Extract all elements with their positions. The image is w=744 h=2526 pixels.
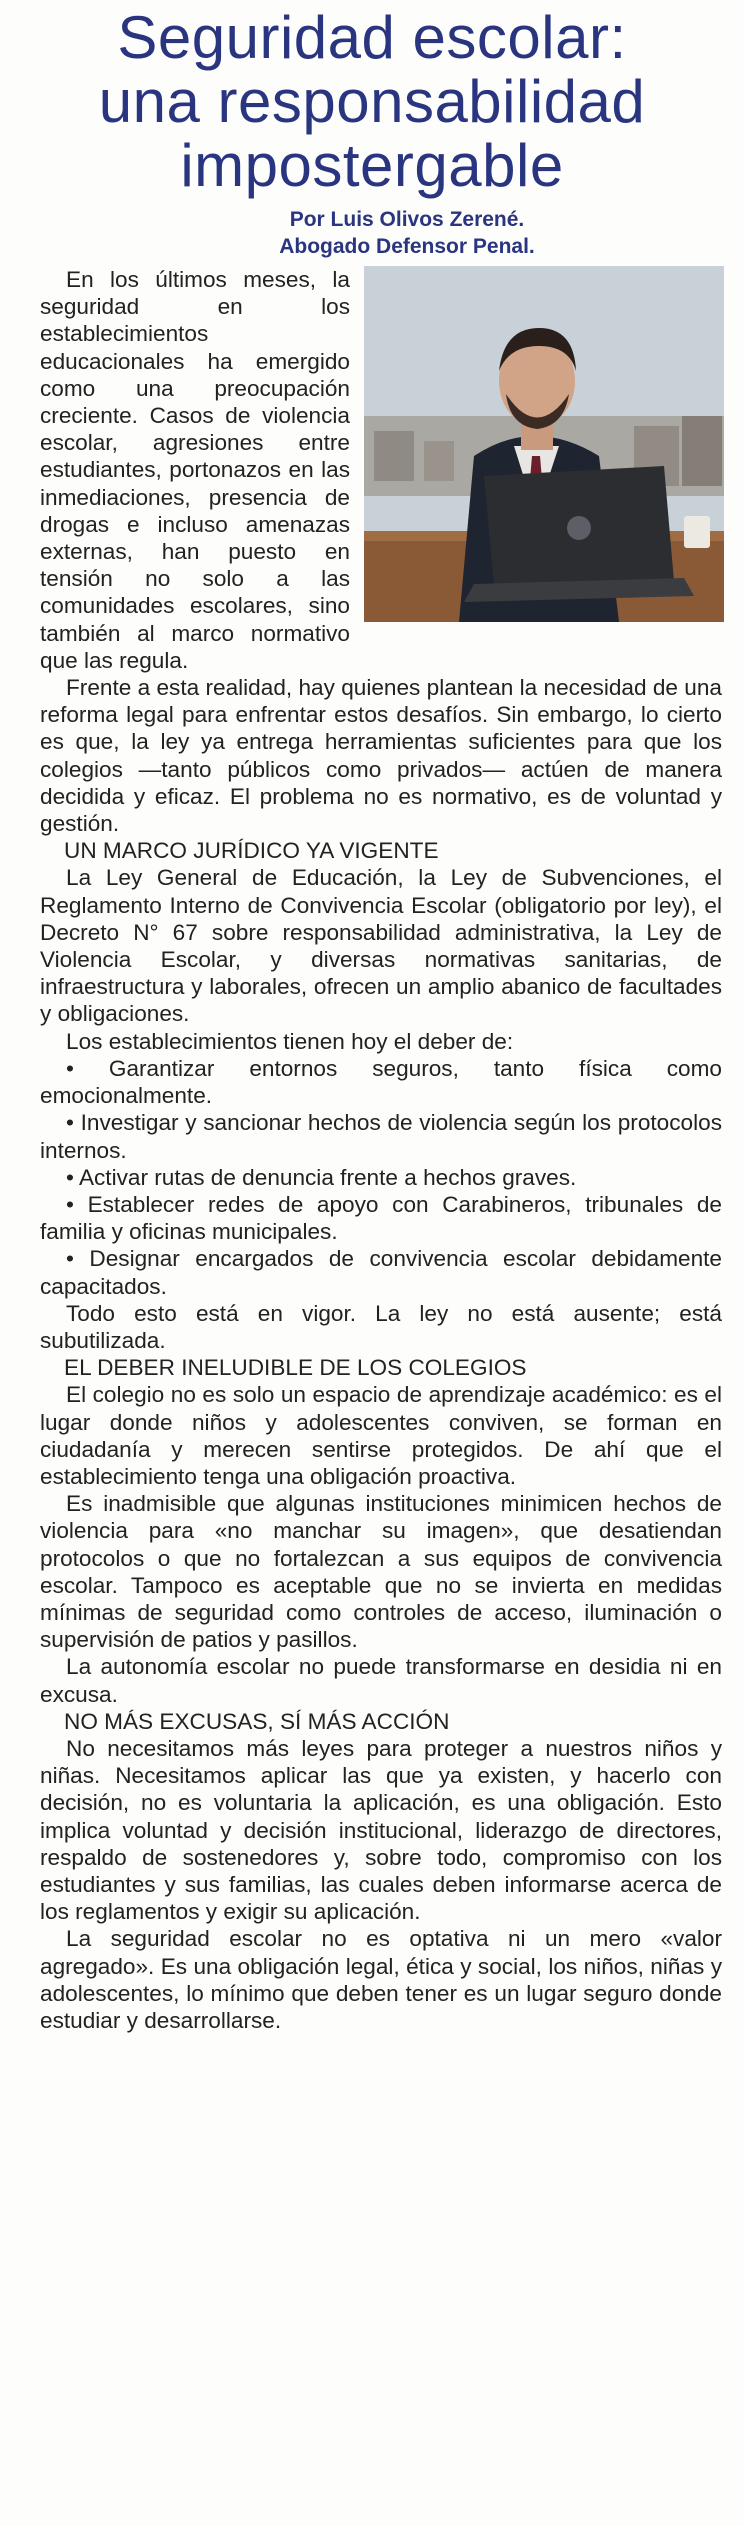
byline-author: Por Luis Olivos Zerené. — [289, 208, 525, 231]
article-body — [0, 266, 744, 2034]
paragraph-6: El colegio no es solo un espacio de aprendizaje académico: es el lugar donde niños y adolescentes conviven, se forman en ciudadanía y merecen sentirse protegidos. De ahí que el establecimiento tenga una obligación proactiva. — [40, 1382, 722, 1489]
author-portrait-photo — [364, 266, 724, 622]
bullet-item-5: • Designar encargados de convivencia escolar debidamente capacitados. — [40, 1246, 722, 1299]
paragraph-5: Todo esto está en vigor. La ley no está ausente; está subutilizada. — [40, 1300, 722, 1353]
paragraph-3: La Ley General de Educación, la Ley de Subvenciones, el Reglamento Interno de Convivencia Escolar (obligatorio por ley), el Decreto N° 67 sobre responsabilidad administrativa, la Ley de Violencia Escolar, y diversas normativas sanitarias, de infraestructura y laborales, ofrecen un amplio abanico de facultades y obligaciones. — [40, 865, 722, 1027]
bullet-item-1: • Garantizar entornos seguros, tanto física como emocionalmente. — [40, 1055, 722, 1109]
bullet-item-4: • Establecer redes de apoyo con Carabineros, tribunales de familia y oficinas municipales. — [40, 1191, 722, 1245]
headline-line-3: impostergable — [180, 132, 564, 199]
bullet-item-3: • Activar rutas de denuncia frente a hechos graves. — [66, 1164, 577, 1190]
paragraph-7: Es inadmisible que algunas instituciones minimicen hechos de violencia para «no manchar su imagen», que desatiendan protocolos o que no fortalezcan a sus equipos de convivencia escolar. Tampoco es aceptable que no se invierta en medidas mínimas de seguridad como controles de acceso, iluminación o supervisión de patios y pasillos. — [40, 1491, 722, 1653]
paragraph-10: La seguridad escolar no es optativa ni un mero «valor agregado». Es una obligación legal, ética y social, los niños, niñas y adolescentes, lo mínimo que deben tener es un lugar seguro donde estudiar y desarrollarse. — [40, 1926, 722, 2033]
portrait-illustration — [364, 266, 724, 622]
headline-line-2: una responsabilidad — [98, 68, 646, 135]
paragraph-8: La autonomía escolar no puede transformarse en desidia ni en excusa. — [40, 1654, 722, 1707]
paragraph-1: En los últimos meses, la seguridad en los establecimientos educacionales ha emergido como una preocupación creciente. Casos de violencia escolar, agresiones entre estudiantes, portonazos en las inmediaciones, presencia de drogas e incluso amenazas externas, han puesto en tensión no solo a las comunidades escolares, sino también al marco normativo que las regula. — [40, 267, 350, 673]
section-heading-3: NO MÁS EXCUSAS, SÍ MÁS ACCIÓN — [64, 1708, 450, 1734]
bullet-item-2: • Investigar y sancionar hechos de violencia según los protocolos internos. — [40, 1110, 722, 1163]
paragraph-2: Frente a esta realidad, hay quienes plantean la necesidad de una reforma legal para enfrentar estos desafíos. Sin embargo, lo cierto es que, la ley ya entrega herramientas suficientes para que los colegios —tanto públicos como privados— actúen de manera decidida y eficaz. El problema no es normativo, es de voluntad y gestión. — [40, 675, 722, 837]
section-heading-1: UN MARCO JURÍDICO YA VIGENTE — [64, 838, 439, 864]
headline — [0, 0, 744, 198]
headline-line-1: Seguridad escolar: — [117, 4, 627, 71]
section-heading-2: EL DEBER INELUDIBLE DE LOS COLEGIOS — [64, 1355, 527, 1381]
byline-role: Abogado Defensor Penal. — [279, 235, 535, 258]
byline — [0, 206, 744, 260]
paragraph-4: Los establecimientos tienen hoy el deber de: — [66, 1028, 514, 1054]
paragraph-9: No necesitamos más leyes para proteger a nuestros niños y niñas. Necesitamos aplicar las que ya existen, y hacerlo con decisión, no es voluntaria la aplicación, es una obligación. Esto implica voluntad y decisión institucional, liderazgo de directores, respaldo de sostenedores y, sobre todo, compromiso con los estudiantes y sus familias, las cuales deben informarse acerca de los reglamentos y exigir su aplicación. — [40, 1735, 722, 1925]
